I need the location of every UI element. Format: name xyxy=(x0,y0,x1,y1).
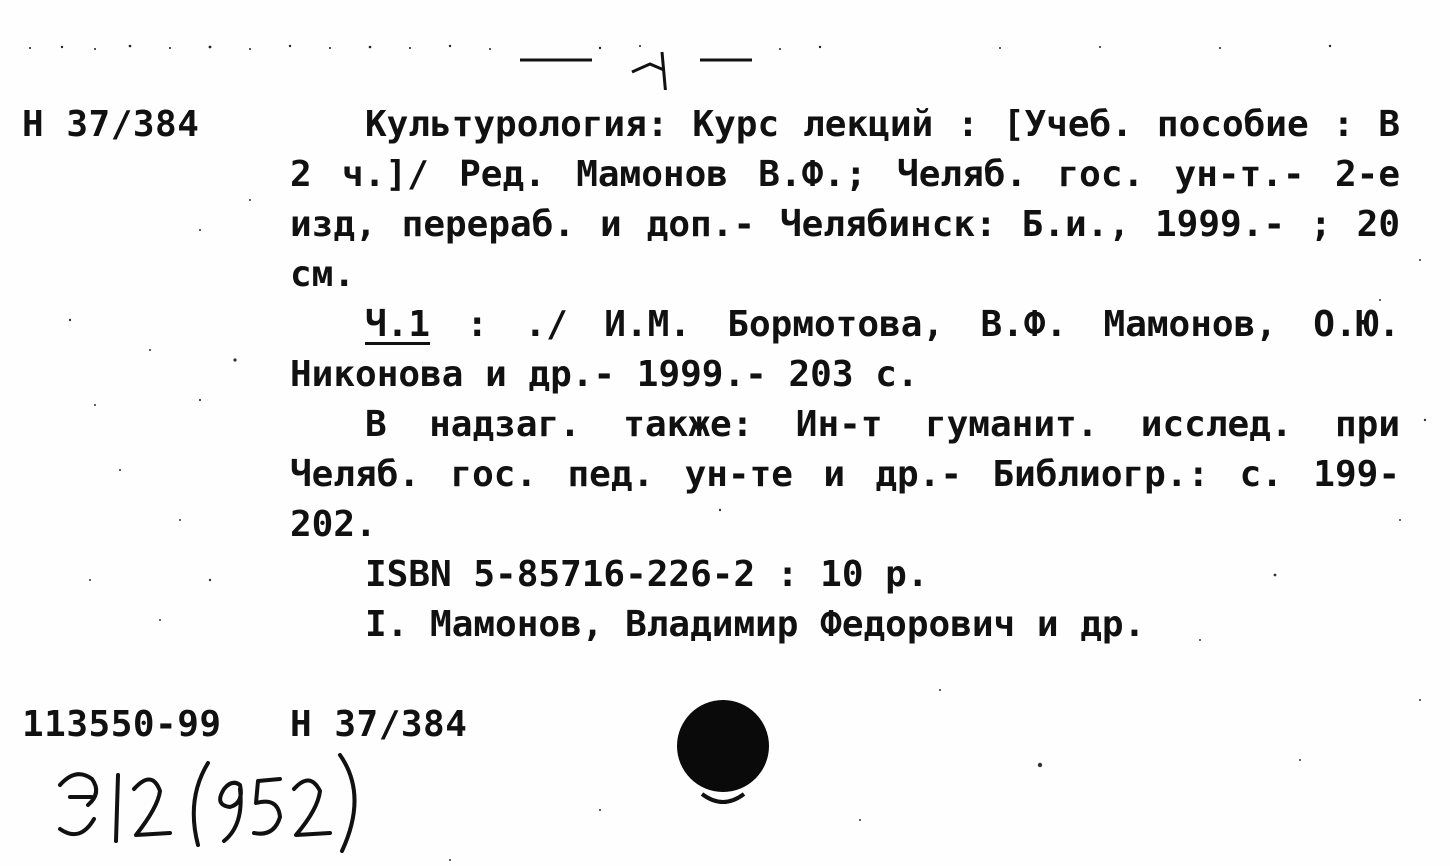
title-rest: пособие : В 2 ч.]/ Ред. Мамонов В.Ф.; Челяб. гос. ун-т.- 2-е изд, перераб. и доп.- Челябинск: Б.и., 1999.- ; 20 см. xyxy=(290,104,1400,295)
part-details: : ./ И.М. Бормотова, В.Ф. Мамонов, О.Ю. Никонова и др.- 1999.- 203 с. xyxy=(290,304,1400,395)
added-entry-text: I. Мамонов, Владимир Федорович и др. xyxy=(365,604,1146,645)
isbn-paragraph xyxy=(290,550,1400,600)
isbn-text: ISBN 5-85716-226-2 : 10 р. xyxy=(365,554,929,595)
note-paragraph xyxy=(290,400,1400,550)
note-text: В надзаг. также: Ин-т гуманит. исслед. при Челяб. гос. пед. ун-те и др.- Библиогр.: с. 199- 202. xyxy=(290,404,1400,545)
punch-hole-shadow xyxy=(698,790,748,808)
added-entry-paragraph xyxy=(290,600,1400,650)
bibliographic-description xyxy=(290,100,1400,650)
footer-shelfmark: Н 37/384 xyxy=(290,704,468,745)
title-start: Культурология: Курс лекций : [Учеб. xyxy=(365,104,1133,145)
handwritten-classification-note xyxy=(48,745,388,855)
shelfmark: Н 37/384 xyxy=(22,104,200,145)
part-label: Ч.1 xyxy=(365,304,431,345)
title-paragraph xyxy=(290,100,1400,300)
inventory-number: 113550-99 xyxy=(22,704,222,745)
punch-hole xyxy=(677,700,769,792)
part-paragraph xyxy=(290,300,1400,400)
top-speckle-decoration xyxy=(0,30,1450,90)
